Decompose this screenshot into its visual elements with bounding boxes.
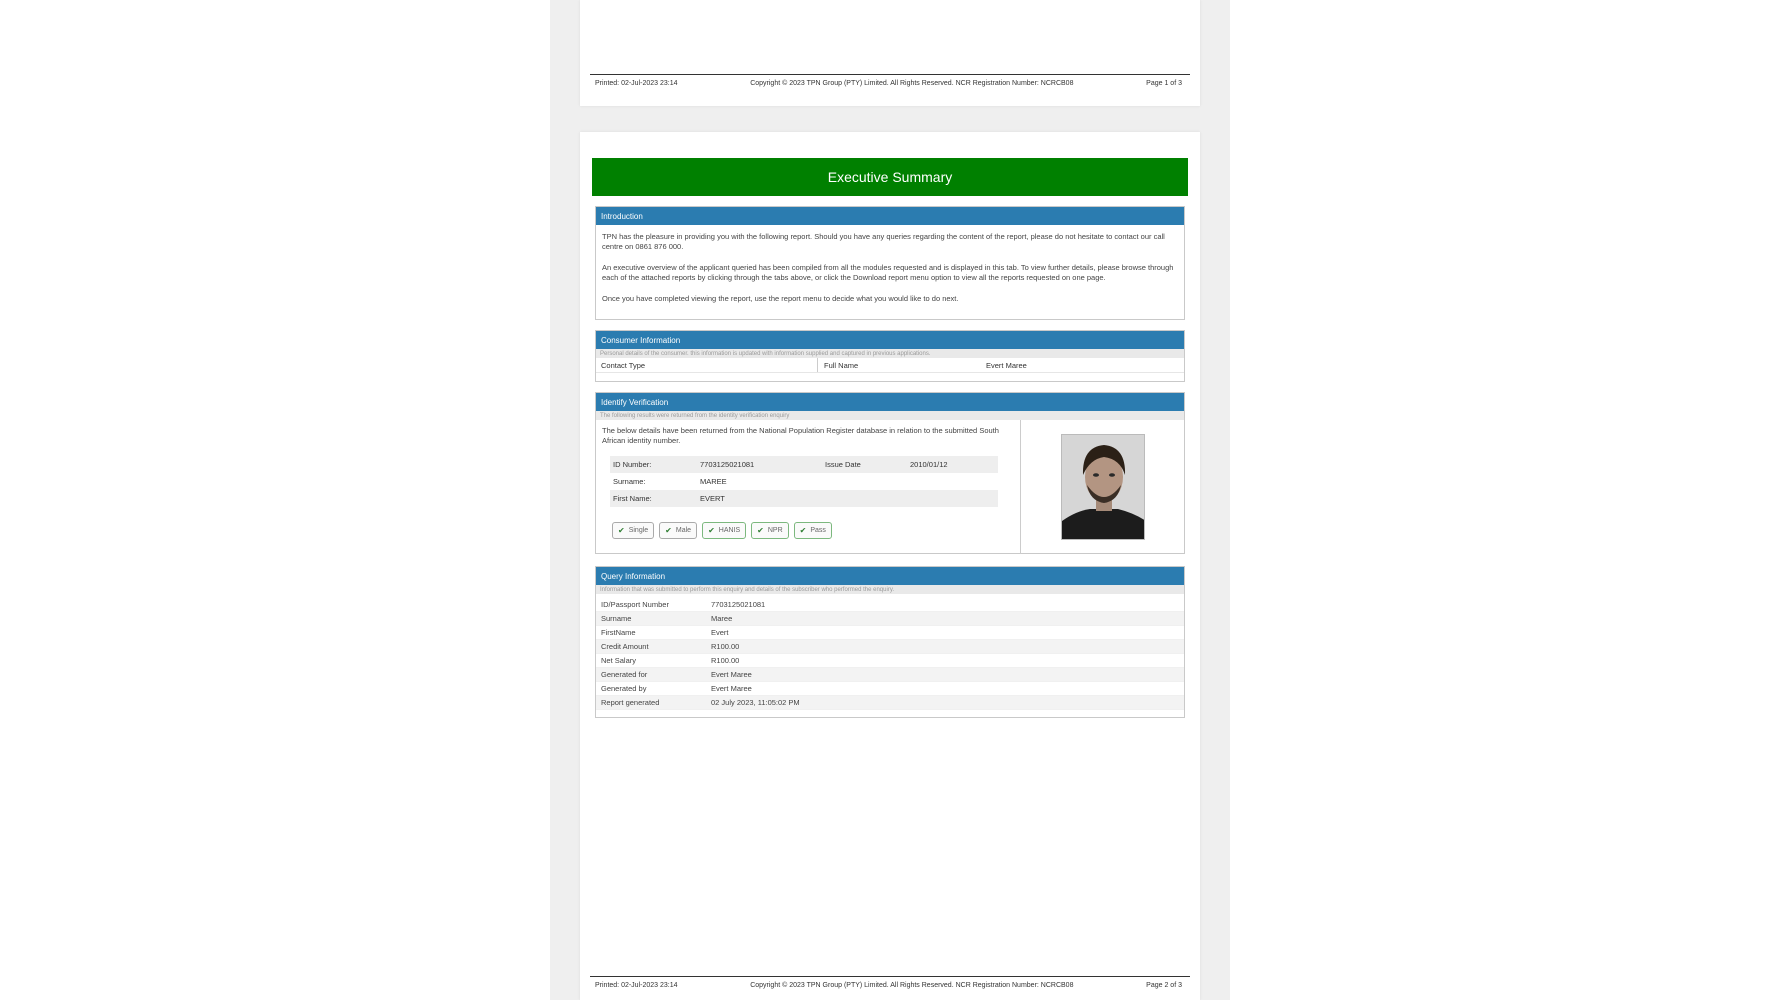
section-subtitle: The following results were returned from the identity verification enquiry (596, 411, 1184, 420)
query-key: FirstName (601, 628, 636, 637)
id-number-label: ID Number: (613, 460, 652, 469)
verification-badges (612, 522, 1014, 539)
printed-date: Printed: 02-Jul-2023 23:14 (595, 982, 678, 989)
query-table (596, 598, 1184, 710)
page-footer (590, 74, 1190, 88)
issue-date-value: 2010/01/12 (910, 460, 948, 469)
table-row (596, 696, 1184, 710)
page-footer (590, 976, 1190, 990)
badge-npr (751, 522, 788, 539)
person-photo-icon (1062, 435, 1145, 540)
intro-paragraph: An executive overview of the applicant queried has been compiled from all the modules requested and is displayed in this tab. To view further details, please browse through each of the attached reports by clicking through the tabs above, or click the Download report menu option to view all the reports requested on one page. (602, 263, 1174, 282)
section-heading: Introduction (596, 207, 1184, 225)
introduction-section (595, 206, 1185, 320)
table-row (610, 490, 998, 507)
table-row (596, 682, 1184, 696)
query-key: Report generated (601, 698, 660, 707)
query-value: R100.00 (711, 656, 740, 665)
identity-verification-section (595, 392, 1185, 554)
query-value: 02 July 2023, 11:05:02 PM (711, 698, 800, 707)
identity-photo (1061, 434, 1145, 540)
query-key: Credit Amount (601, 642, 649, 651)
copyright-text: Copyright © 2023 TPN Group (PTY) Limited. All Rights Reserved. NCR Registration Number: NCRCB08 (750, 80, 1074, 87)
check-icon: ✔ (757, 526, 764, 535)
badge-label: Pass (810, 527, 826, 534)
printed-date: Printed: 02-Jul-2023 23:14 (595, 80, 678, 87)
badge-hanis (702, 522, 746, 539)
page-number: Page 1 of 3 (1146, 80, 1182, 87)
identity-table (610, 456, 998, 507)
table-row (596, 626, 1184, 640)
identity-description: The below details have been returned from the National Population Register database in relation to the submitted South African identity number. (602, 426, 999, 445)
check-icon: ✔ (665, 526, 672, 535)
issue-date-label: Issue Date (825, 460, 861, 469)
consumer-row (596, 358, 1184, 373)
query-value: Evert (711, 628, 729, 637)
query-key: Net Salary (601, 656, 637, 665)
check-icon: ✔ (618, 526, 625, 535)
table-row (596, 598, 1184, 612)
intro-paragraph: Once you have completed viewing the report, use the report menu to decide what you would like to do next. (602, 294, 959, 303)
first-name-label: First Name: (613, 494, 652, 503)
section-heading: Identify Verification (596, 393, 1184, 411)
table-row (596, 668, 1184, 682)
query-information-section (595, 566, 1185, 718)
identity-details (596, 420, 1021, 554)
consumer-information-section (595, 330, 1185, 382)
query-key: Generated by (601, 684, 647, 693)
surname-value: MAREE (700, 477, 727, 486)
page-title: Executive Summary (592, 158, 1188, 196)
surname-label: Surname: (613, 477, 646, 486)
table-row (596, 640, 1184, 654)
query-value: 7703125021081 (711, 600, 766, 609)
query-value: Evert Maree (711, 684, 752, 693)
report-page-2 (580, 132, 1200, 1000)
query-key: ID/Passport Number (601, 600, 669, 609)
query-key: Generated for (601, 670, 648, 679)
identity-photo-panel (1022, 420, 1184, 554)
check-icon: ✔ (708, 526, 715, 535)
introduction-body (596, 225, 1184, 304)
badge-pass (794, 522, 832, 539)
intro-paragraph: TPN has the pleasure in providing you with the following report. Should you have any queries regarding the content of the report, please do not hesitate to contact our call centre on 0861 876 000. (602, 232, 1165, 251)
badge-label: NPR (767, 527, 783, 534)
query-value: Evert Maree (711, 670, 752, 679)
badge-label: HANIS (718, 527, 741, 534)
query-value: Maree (711, 614, 733, 623)
query-value: R100.00 (711, 642, 740, 651)
section-subtitle: Personal details of the consumer. this information is updated with information supplied and captured in previous applications. (596, 349, 1184, 358)
id-number-value: 7703125021081 (700, 460, 755, 469)
copyright-text: Copyright © 2023 TPN Group (PTY) Limited. All Rights Reserved. NCR Registration Number: NCRCB08 (750, 982, 1074, 989)
first-name-value: EVERT (700, 494, 725, 503)
badge-label: Single (628, 527, 649, 534)
badge-male (659, 522, 697, 539)
check-icon: ✔ (799, 526, 807, 535)
contact-type-label: Contact Type (596, 358, 818, 372)
badge-label: Male (675, 527, 692, 534)
full-name-value: Evert Maree (986, 360, 1027, 370)
section-subtitle: Information that was submitted to perform this enquiry and details of the subscriber who performed the enquiry. (596, 585, 1184, 594)
table-row (610, 456, 998, 473)
section-heading: Query Information (596, 567, 1184, 585)
query-key: Surname (601, 614, 632, 623)
report-page-1 (580, 0, 1200, 106)
table-row (596, 654, 1184, 668)
table-row (596, 612, 1184, 626)
table-row (610, 473, 998, 490)
page-number: Page 2 of 3 (1146, 982, 1182, 989)
section-heading: Consumer Information (596, 331, 1184, 349)
full-name-label: Full Name (824, 360, 859, 370)
badge-single (612, 522, 654, 539)
